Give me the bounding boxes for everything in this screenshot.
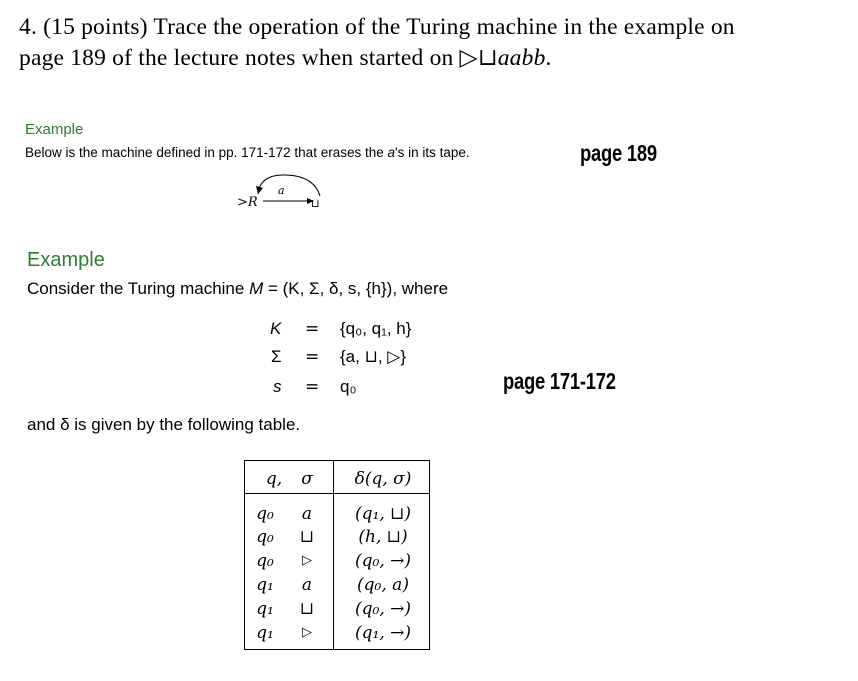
table-cell-q: q₀: [256, 527, 274, 547]
example2-intro-suffix: = (K, Σ, δ, s, {h}), where: [263, 279, 449, 298]
definition-rhs: q₀: [340, 377, 357, 396]
example2-intro-prefix: Consider the Turing machine: [27, 279, 250, 298]
definition-equals: =: [305, 319, 320, 339]
definition-lhs: Σ: [271, 347, 282, 366]
example2-intro: [27, 279, 448, 299]
definition-row: [273, 377, 282, 397]
table-cell-delta: (q₀, →): [354, 551, 411, 571]
question-tape-content: aabb: [497, 45, 546, 71]
table-cell-sigma: a: [301, 575, 313, 595]
table-header-sigma: σ: [301, 469, 313, 489]
table-cell-delta: (q₀, →): [354, 599, 411, 619]
page-189-tag: page 189: [580, 140, 657, 166]
table-cell-sigma: ⊔: [299, 599, 315, 619]
example1-desc-suffix: 's in its tape.: [395, 145, 470, 160]
example1-desc-symbol: a: [387, 145, 395, 160]
example1-desc-prefix: Below is the machine defined in pp. 171-172 that erases the: [25, 145, 388, 160]
transition-table: [244, 460, 430, 650]
machine-diagram: [230, 172, 330, 212]
diagram-loop-arc: [258, 175, 320, 196]
definition-row: [271, 347, 282, 367]
question-line-2-suffix: .: [545, 45, 552, 71]
table-cell-q: q₁: [256, 623, 274, 643]
example1-title: Example: [25, 121, 84, 138]
example2-title: Example: [27, 249, 105, 271]
definition-rhs: {a, ⊔, ▷}: [340, 347, 407, 366]
table-cell-delta: (q₁, →): [354, 623, 411, 643]
table-header-divider: [245, 493, 429, 494]
example2-intro-machine: M: [249, 279, 264, 298]
question-line-2-prefix: page 189 of the lecture notes when started on ▷⊔: [19, 45, 498, 71]
definition-lhs: s: [273, 377, 282, 396]
table-cell-q: q₁: [256, 599, 274, 619]
example1-description: [25, 145, 470, 160]
table-cell-sigma: ▷: [302, 553, 312, 568]
table-cell-delta: (q₀, a): [357, 575, 409, 595]
definition-lhs: K: [270, 319, 282, 338]
table-cell-q: q₀: [256, 504, 274, 524]
diagram-loop-arrowhead: [256, 186, 263, 194]
diagram-start-label: >R: [237, 195, 258, 210]
definition-equals: =: [305, 377, 320, 397]
table-header-delta: δ(q, σ): [354, 469, 412, 489]
question-line-1: 4. (15 points) Trace the operation of the Turing machine in the example on: [19, 14, 735, 40]
table-intro: and δ is given by the following table.: [27, 415, 301, 434]
diagram-loop-label: a: [278, 184, 285, 197]
table-cell-delta: (q₁, ⊔): [354, 504, 411, 524]
table-cell-delta: (h, ⊔): [358, 527, 408, 547]
question-text: [19, 12, 735, 74]
table-header-q: q,: [265, 469, 283, 489]
definition-equals: =: [305, 347, 320, 367]
definition-row: [270, 319, 281, 339]
diagram-target-label: ⊔: [311, 197, 320, 210]
page-171-172-tag: page 171-172: [503, 368, 616, 394]
definition-rhs: {q₀, q₁, h}: [340, 319, 412, 338]
table-cell-sigma: ⊔: [299, 527, 315, 547]
table-cell-q: q₁: [256, 575, 274, 595]
table-cell-sigma: ▷: [302, 625, 312, 640]
table-cell-sigma: a: [301, 504, 313, 524]
table-column-divider: [333, 461, 334, 649]
table-cell-q: q₀: [256, 551, 274, 571]
question-line-2: [19, 43, 735, 74]
